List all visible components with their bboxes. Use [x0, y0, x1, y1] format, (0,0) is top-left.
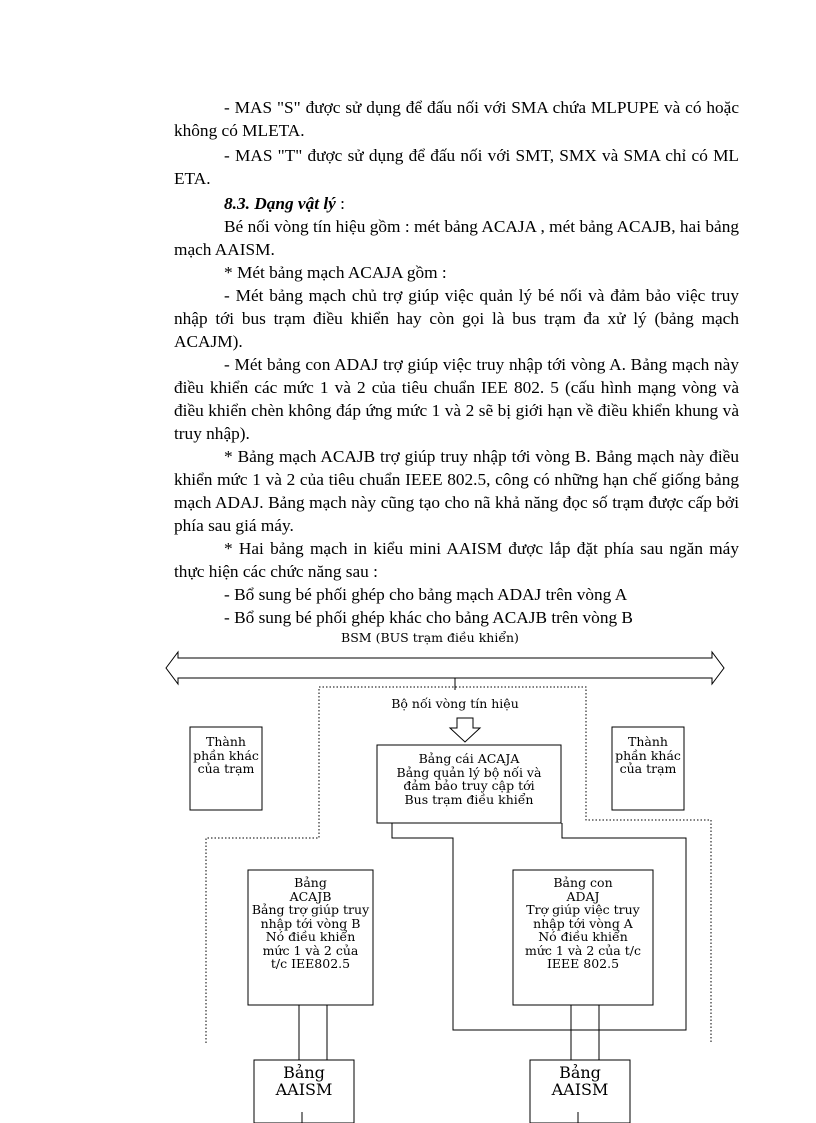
other-components-right-label — [612, 735, 684, 776]
adaj-label — [513, 876, 653, 971]
box-text-line: mức 1 và 2 của — [262, 942, 359, 958]
paragraph: - Mét bảng mạch chủ trợ giúp việc quản lý bé nối và đảm bảo việc truy nhập tới bus trạm điều khiển hay còn gọi là bus trạm đa xử lý (bảng mạch ACAJM). — [174, 286, 739, 351]
box-text-line: mức 1 và 2 của t/c — [525, 942, 641, 958]
box-text-line: nhập tới vòng A — [533, 915, 633, 931]
box-text-line: ADAJ — [566, 888, 600, 904]
box-text-line: AAISM — [275, 1080, 333, 1099]
bus-arrow — [166, 652, 724, 684]
paragraph: Bé nối vòng tín hiệu gồm : mét bảng ACAJA , mét bảng ACAJB, hai bảng mạch AAISM. — [174, 217, 739, 259]
acajb-label — [248, 876, 373, 971]
paragraph: - Bổ sung bé phối ghép khác cho bảng ACAJB trên vòng B — [224, 608, 633, 627]
box-text-line: của trạm — [619, 761, 677, 776]
aaism-left-label — [254, 1064, 354, 1098]
section-heading-suffix: : — [335, 194, 345, 213]
box-text-line: Thành — [628, 734, 668, 749]
paragraph: * Mét bảng mạch ACAJA gồm : — [224, 263, 447, 282]
box-text-line: Bảng trợ giúp truy — [251, 902, 370, 917]
section-heading-title: 8.3. Dạng vật lý — [224, 194, 336, 213]
bus-label: BSM (BUS trạm điều khiển) — [341, 630, 519, 645]
box-text-line: Nó điều khiển — [538, 929, 628, 944]
paragraph: - MAS "S" được sử dụng để đấu nối với SMA chứa MLPUPE và có hoặc không có MLETA. — [174, 98, 739, 140]
paragraph: - Bổ sung bé phối ghép cho bảng mạch ADAJ trên vòng A — [224, 585, 628, 604]
paragraph: * Hai bảng mạch in kiểu mini AAISM được lắp đặt phía sau ngăn máy thực hiện các chức năng sau : — [174, 539, 739, 581]
box-text-line: Nó điều khiển — [265, 929, 356, 944]
paragraph: * Bảng mạch ACAJB trợ giúp truy nhập tới vòng B. Bảng mạch này điều khiển mức 1 và 2 của tiêu chuẩn IEEE 802.5, công có những hạn chế giống bảng mạch ADAJ. Bảng mạch này cũng tạo cho nã khả năng đọc số trạm được cấp bởi phía sau giá máy. — [174, 447, 739, 535]
box-text-line: Bảng con — [553, 875, 613, 890]
box-text-line: Thành — [206, 734, 246, 749]
box-text-line: Trợ giúp việc truy — [526, 902, 640, 917]
box-text-line: Bus trạm điều khiển — [404, 791, 534, 807]
paragraph: - Mét bảng con ADAJ trợ giúp việc truy nhập tới vòng A. Bảng mạch này điều khiển các mức 1 và 2 của tiêu chuẩn IEE 802. 5 (cấu hình mạng vòng và điều khiển chèn không đáp ứng mức 1 và 2 sẽ bị giới hạn về điều khiển khung và truy nhập). — [174, 355, 739, 443]
box-text-line: AAISM — [551, 1080, 609, 1099]
paragraph: - MAS "T" được sử dụng để đấu nối với SMT, SMX và SMA chỉ có ML ETA. — [174, 146, 739, 188]
box-text-line: của trạm — [197, 761, 255, 776]
box-text-line: Bảng cái ACAJA — [418, 751, 520, 766]
box-text-line: Bảng — [294, 875, 327, 890]
other-components-left-label — [190, 735, 262, 776]
box-text-line: IEEE 802.5 — [546, 956, 620, 971]
box-text-line: t/c IEE802.5 — [270, 956, 351, 971]
box-text-line: Bảng — [559, 1063, 601, 1082]
box-text-line: Bảng — [283, 1063, 325, 1082]
box-text-line: phần khác — [615, 747, 681, 763]
box-text-line: đảm bảo truy cập tới — [403, 778, 535, 793]
box-text-line: phần khác — [193, 747, 259, 763]
down-arrow-icon — [450, 718, 480, 742]
box-text-line: nhập tới vòng B — [260, 915, 361, 931]
acaja-label — [377, 752, 561, 806]
box-text-line: ACAJB — [289, 888, 332, 904]
box-text-line: Bảng quản lý bộ nối và — [396, 764, 542, 780]
ring-connector-label: Bộ nối vòng tín hiệu — [391, 696, 519, 711]
aaism-right-label — [530, 1064, 630, 1098]
